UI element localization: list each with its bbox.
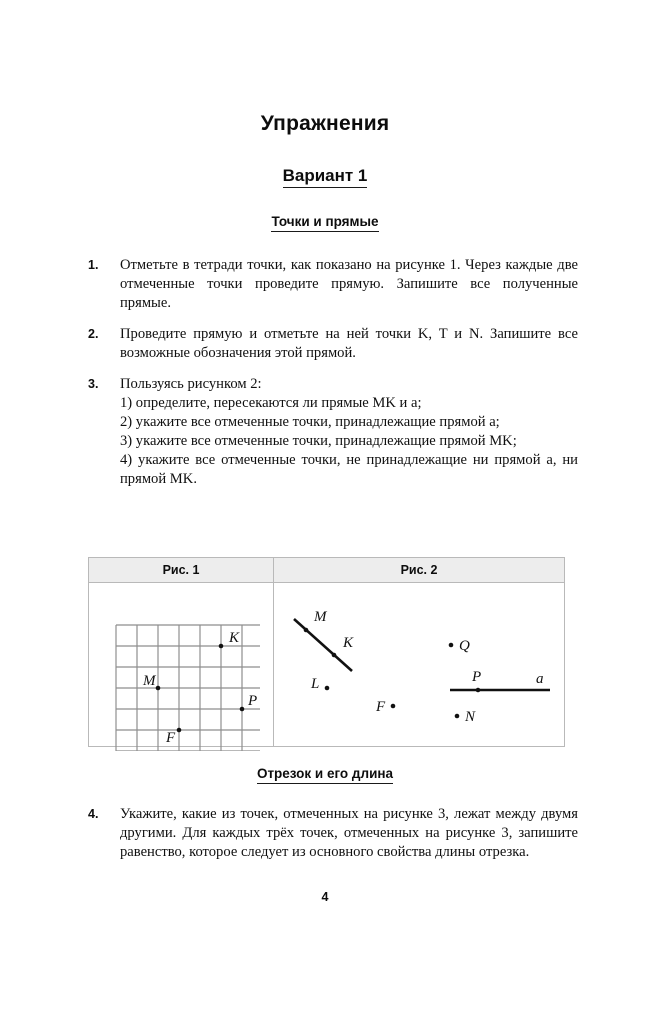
label-f: F (166, 730, 176, 746)
label-k: K (343, 635, 354, 651)
figures-table (88, 557, 565, 747)
figure-2-cell (274, 583, 564, 746)
exercise-3-item-1: 1) определите, пересекаются ли прямые MK и a; (120, 394, 422, 411)
label-q: Q (459, 638, 470, 654)
point-p-marker (476, 688, 481, 693)
point-m-marker (156, 686, 161, 691)
exercise-1-body (120, 256, 578, 313)
section-heading-segment-and-length-text: Отрезок и его длина (257, 766, 393, 784)
exercise-1-number: 1. (88, 258, 99, 272)
exercise-4-body (120, 805, 578, 862)
page-number: 4 (321, 890, 329, 904)
point-m-marker (304, 628, 309, 633)
point-f-marker (391, 704, 396, 709)
exercise-3 (88, 375, 578, 489)
variant-heading (0, 166, 650, 186)
exercise-3-body (120, 375, 578, 489)
label-n: N (465, 709, 476, 725)
label-a: a (536, 671, 544, 687)
section-heading-segment-and-length (0, 766, 650, 781)
point-k-marker (332, 653, 337, 658)
exercise-4 (88, 805, 578, 862)
exercise-2-number: 2. (88, 327, 99, 341)
section-heading-points-and-lines (0, 214, 650, 229)
point-p-marker (240, 707, 245, 712)
exercise-1-text: Отметьте в тетради точки, как показано на рисунке 1. Через каждые две отмеченные точки проведите прямую. Запишите все полученные прямые. (120, 257, 578, 311)
figure-1-cell (89, 583, 274, 746)
exercise-3-number: 3. (88, 377, 99, 391)
exercise-1 (88, 256, 578, 313)
exercise-4-number: 4. (88, 807, 99, 821)
exercise-3-item-4: 4) укажите все отмеченные точки, не принадлежащие ни прямой a, ни прямой MK. (120, 451, 578, 487)
figure-1-graphic (108, 619, 260, 751)
exercise-3-item-2: 2) укажите все отмеченные точки, принадлежащие прямой a; (120, 413, 500, 430)
exercise-2-text: Проведите прямую и отметьте на ней точки K, T и N. Запишите все возможные обозначения этой прямой. (120, 326, 578, 361)
label-p: P (472, 669, 482, 685)
point-f-marker (177, 728, 182, 733)
label-m: M (314, 609, 327, 625)
exercise-2-body (120, 325, 578, 363)
label-p: P (248, 693, 258, 709)
label-f: F (376, 699, 386, 715)
figure-2-caption: Рис. 2 (400, 563, 438, 577)
exercise-2 (88, 325, 578, 363)
variant-heading-text: Вариант 1 (283, 166, 368, 188)
exercise-4-text: Укажите, какие из точек, отмеченных на рисунке 3, лежат между двумя другими. Для каждых трёх точек, отмеченных на рисунке 3, запишите равенство, которое следует из основного свойства длины отрезка. (120, 806, 578, 860)
point-l-marker (325, 686, 330, 691)
point-n-marker (455, 714, 460, 719)
figure-1-caption: Рис. 1 (89, 558, 274, 582)
section-heading-points-and-lines-text: Точки и прямые (271, 214, 378, 232)
point-k-marker (219, 644, 224, 649)
label-k: K (229, 630, 240, 646)
label-m: M (143, 673, 156, 689)
figures-table-body-row (89, 583, 564, 746)
point-q-marker (449, 643, 454, 648)
exercise-3-item-3: 3) укажите все отмеченные точки, принадлежащие прямой MK; (120, 432, 517, 449)
page-title: Упражнения (260, 112, 390, 135)
figure-2-graphic (280, 603, 564, 738)
exercise-3-intro: Пользуясь рисунком 2: (120, 376, 262, 392)
label-l: L (311, 676, 320, 692)
figures-table-header-row (89, 558, 564, 583)
